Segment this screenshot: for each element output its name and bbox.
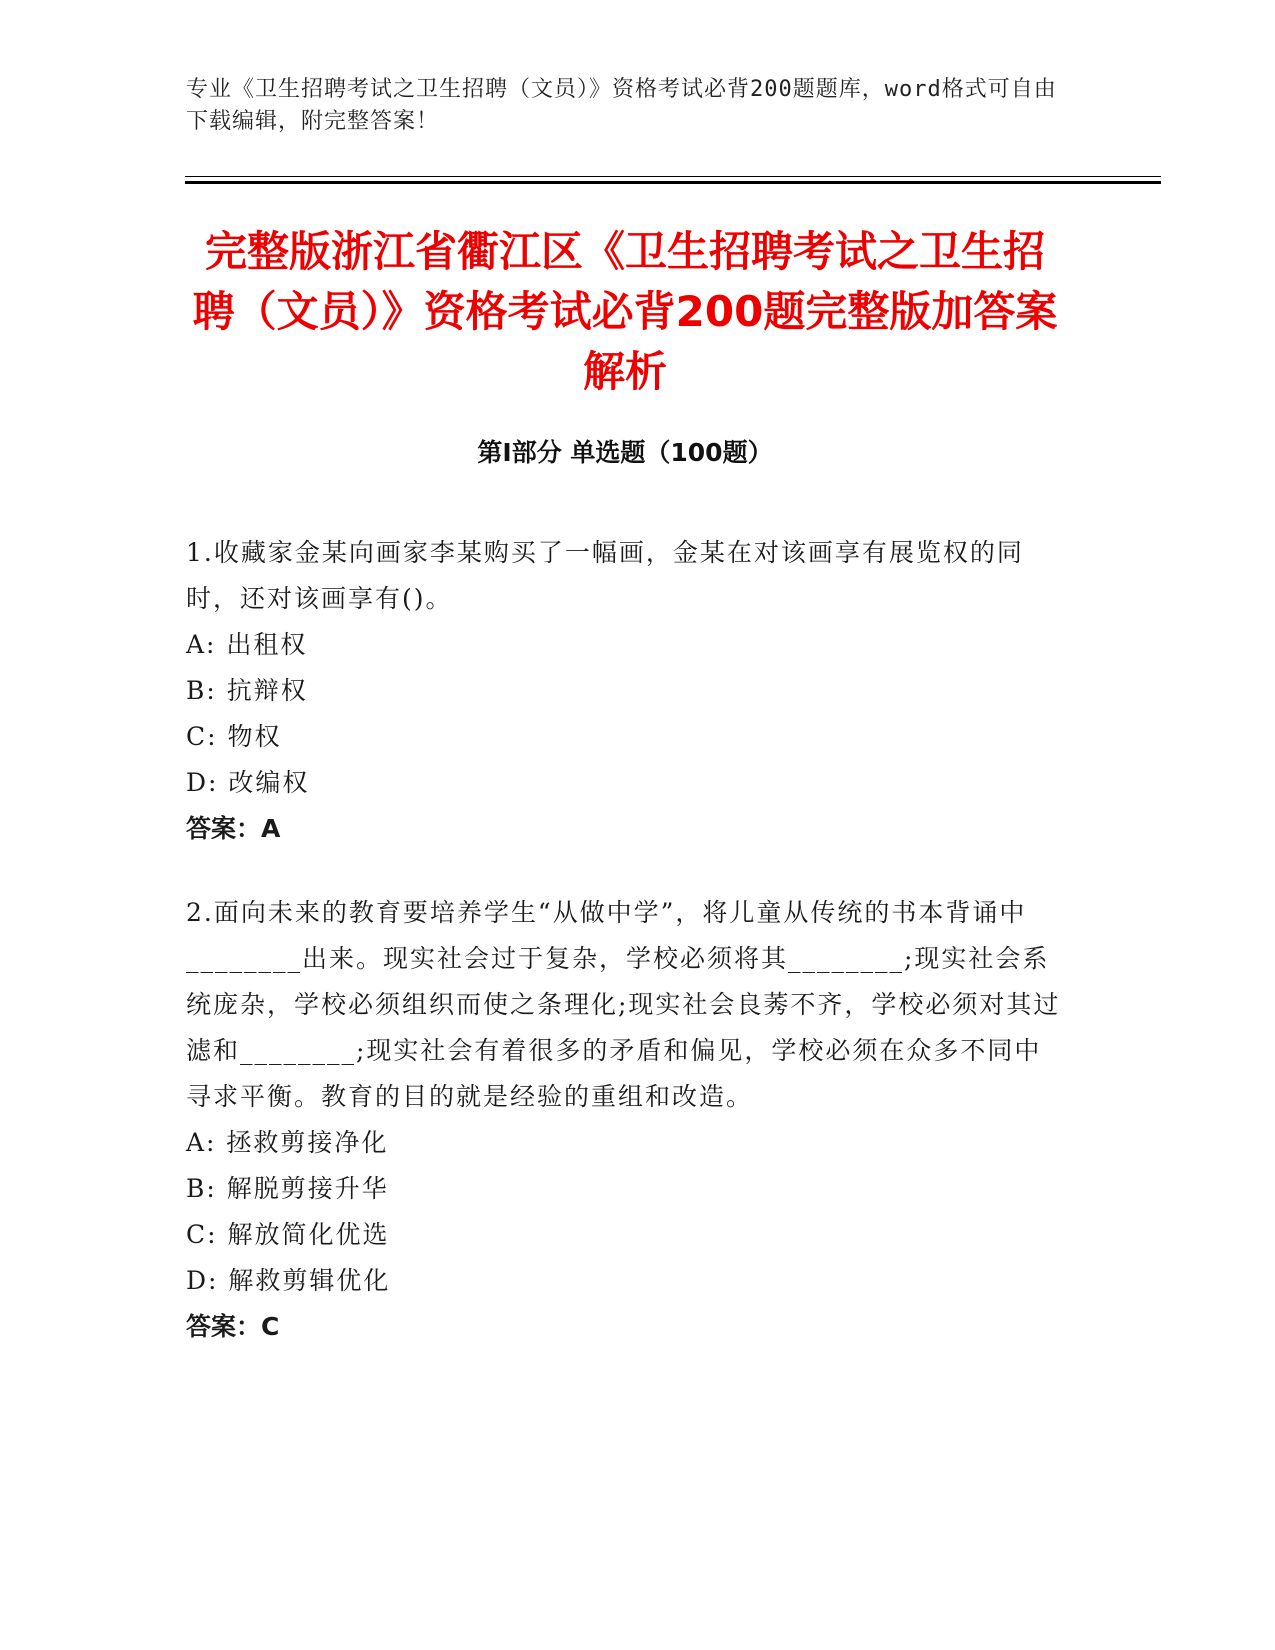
header-divider-thin xyxy=(185,176,1161,177)
question-text: 1.收藏家金某向画家李某购买了一幅画，金某在对该画享有展览权的同时，还对该画享有()。 xyxy=(186,538,1024,613)
question-text: 2.面向未来的教育要培养学生“从做中学”，将儿童从传统的书本背诵中________出来。现实社会过于复杂，学校必须将其________;现实社会系统庞杂，学校必须组织而使之条理化;现实社会良莠不齐，学校必须对其过滤和________;现实社会有着很多的矛盾和偏见，学校必须在众多不同中寻求平衡。教育的目的就是经验的重组和改造。 xyxy=(186,898,1061,1111)
question-2 xyxy=(186,890,1066,1350)
header-note: 专业《卫生招聘考试之卫生招聘（文员）》资格考试必背200题题库，word格式可自由下载编辑，附完整答案！ xyxy=(186,77,1057,134)
option-d: D: 改编权 xyxy=(186,768,310,797)
option-a: A: 出租权 xyxy=(186,630,308,659)
document-title: 完整版浙江省衢江区《卫生招聘考试之卫生招聘（文员）》资格考试必背200题完整版加答案解析 xyxy=(192,227,1058,396)
option-b: B: 抗辩权 xyxy=(186,676,308,705)
option-a: A: 拯救剪接净化 xyxy=(186,1128,389,1157)
question-1 xyxy=(186,530,1066,852)
answer: 答案：A xyxy=(186,814,281,843)
option-c: C: 解放简化优选 xyxy=(186,1220,390,1249)
option-c: C: 物权 xyxy=(186,722,282,751)
header-divider-thick xyxy=(185,181,1161,184)
answer: 答案：C xyxy=(186,1312,280,1341)
option-b: B: 解脱剪接升华 xyxy=(186,1174,389,1203)
option-d: D: 解救剪辑优化 xyxy=(186,1266,391,1295)
section-heading: 第Ⅰ部分 单选题（100题） xyxy=(477,438,773,467)
